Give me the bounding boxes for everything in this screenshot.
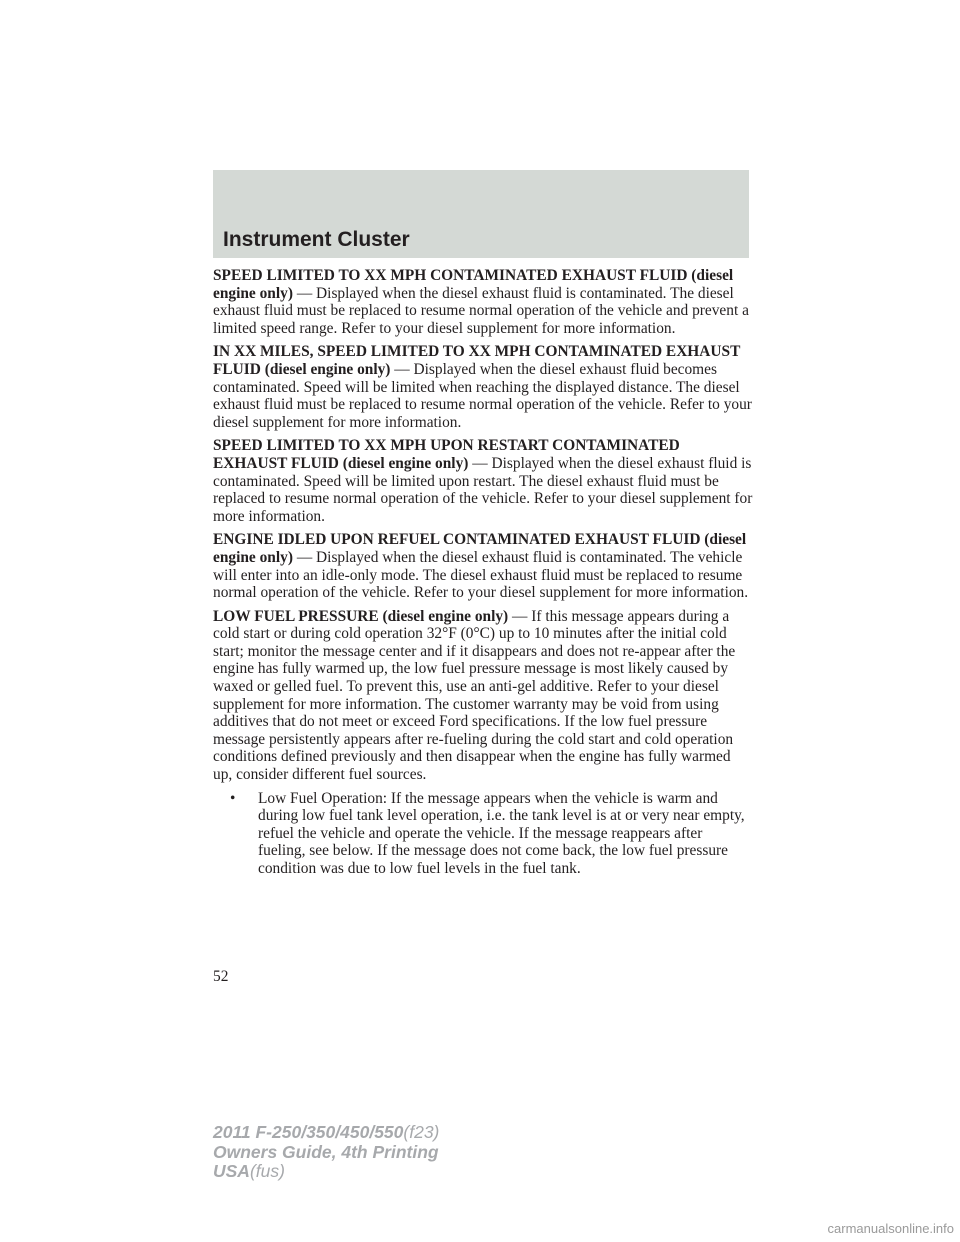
footer-line-printing: Owners Guide, 4th Printing bbox=[213, 1141, 439, 1162]
footer-line-model bbox=[213, 1123, 439, 1143]
watermark: carmanualsonline.info bbox=[827, 1221, 954, 1236]
message-description: — If this message appears during a cold start or during cold operation 32°F (0°C) up to 10 minutes after the initial cold start; monitor the message center and if it disappears and does not re-appear after the engine has fully warmed up, the low fuel pressure message is most likely caused by waxed or gelled fuel. To prevent this, use an anti-gel additive. Refer to your diesel supplement for more information. The customer warranty may be void from using additives that do not meet or exceed Ford specifications. If the low fuel pressure message persistently appears after re-fueling during the cold start and cold operation conditions defined previously and then disappear when the engine has fully warmed up, consider different fuel sources. bbox=[213, 607, 736, 784]
footer-line-region bbox=[213, 1162, 439, 1182]
section-title: Instrument Cluster bbox=[223, 228, 410, 251]
message-entry-3 bbox=[213, 437, 753, 525]
bullet-list bbox=[213, 790, 753, 878]
section-header-band bbox=[213, 170, 749, 258]
footer-region: USA bbox=[213, 1161, 250, 1181]
message-term: LOW FUEL PRESSURE (diesel engine only) bbox=[213, 607, 509, 625]
document-footer bbox=[213, 1123, 439, 1182]
list-item bbox=[213, 790, 753, 878]
bullet-icon: • bbox=[230, 789, 236, 807]
footer-model: 2011 F-250/350/450/550 bbox=[213, 1122, 404, 1142]
message-description: — Displayed when the diesel exhaust fluid becomes contaminated. Speed will be limited when reaching the displayed distance. The diesel exhaust fluid must be replaced to resume normal operation of the vehicle. Refer to your diesel supplement for more information. bbox=[213, 360, 752, 431]
footer-model-code: (f23) bbox=[403, 1122, 440, 1142]
message-description: — Displayed when the diesel exhaust fluid is contaminated. The vehicle will enter into an idle-only mode. The diesel exhaust fluid must be replaced to resume normal operation of the vehicle. Refer to your diesel supplement for more information. bbox=[213, 548, 749, 602]
message-term: IN XX MILES, SPEED LIMITED TO XX MPH CONTAMINATED EXHAUST FLUID (diesel engine only) bbox=[213, 343, 741, 378]
message-entry-4 bbox=[213, 531, 753, 601]
page-body bbox=[213, 267, 753, 878]
footer-region-code: (fus) bbox=[249, 1161, 285, 1181]
message-term: SPEED LIMITED TO XX MPH CONTAMINATED EXHAUST FLUID (diesel engine only) bbox=[213, 267, 734, 302]
message-entry-1 bbox=[213, 267, 753, 337]
message-entry-2 bbox=[213, 343, 753, 431]
message-entry-5 bbox=[213, 608, 753, 784]
page-number: 52 bbox=[213, 968, 229, 985]
bullet-text: Low Fuel Operation: If the message appears when the vehicle is warm and during low fuel tank level operation, i.e. the tank level is at or very near empty, refuel the vehicle and operate the vehicle. If the message reappears after fueling, see below. If the message does not come back, the low fuel pressure condition was due to low fuel levels in the fuel tank. bbox=[258, 789, 745, 877]
message-description: — Displayed when the diesel exhaust fluid is contaminated. The diesel exhaust fluid must be replaced to resume normal operation of the vehicle and prevent a limited speed range. Refer to your diesel supplement for more information. bbox=[213, 284, 749, 337]
message-term: SPEED LIMITED TO XX MPH UPON RESTART CONTAMINATED EXHAUST FLUID (diesel engine only) bbox=[213, 437, 680, 472]
message-term: ENGINE IDLED UPON REFUEL CONTAMINATED EXHAUST FLUID (diesel engine only) bbox=[213, 531, 747, 566]
message-description: — Displayed when the diesel exhaust fluid is contaminated. Speed will be limited upon restart. The diesel exhaust fluid must be replaced to resume normal operation of the vehicle. Refer to your diesel supplement for more information. bbox=[213, 454, 753, 525]
